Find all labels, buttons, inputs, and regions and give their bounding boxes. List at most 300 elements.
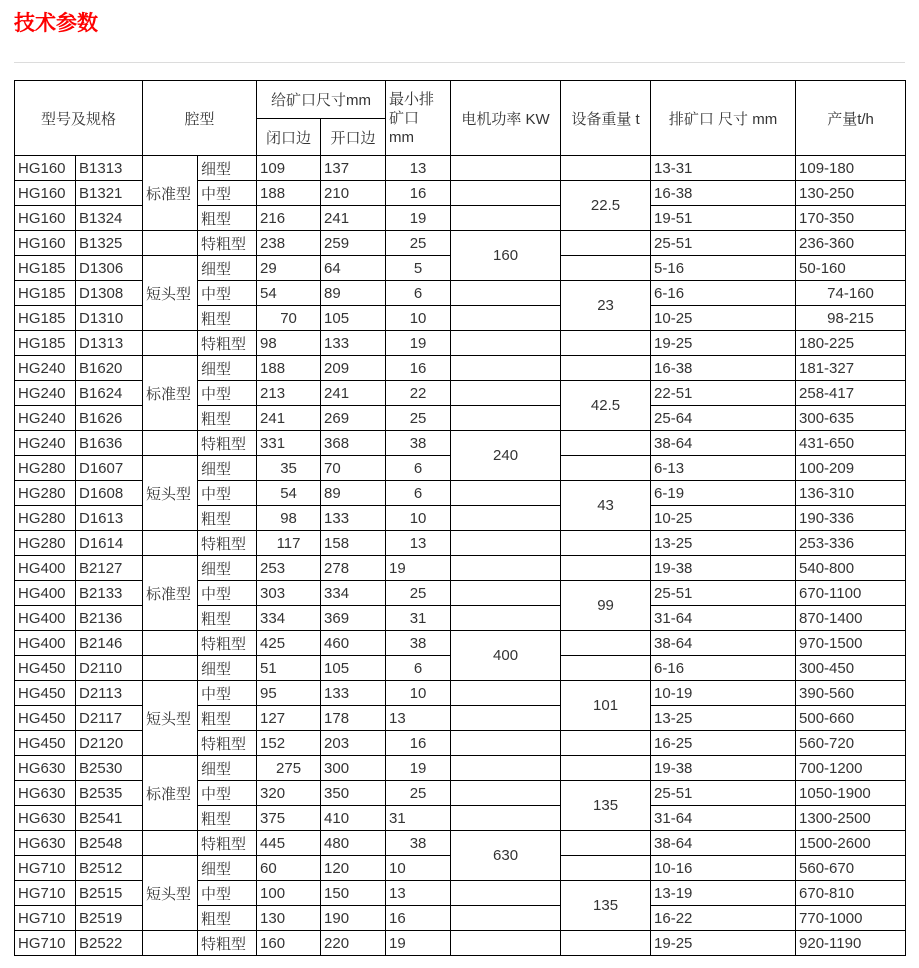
motor-power-cell <box>451 331 561 356</box>
weight-cell <box>561 256 651 281</box>
capacity-cell: 130-250 <box>796 181 906 206</box>
crush-type-cell: 特粗型 <box>198 631 257 656</box>
min-discharge-cell: 19 <box>386 931 451 956</box>
model-cell: HG450 <box>15 656 76 681</box>
model-cell: HG280 <box>15 456 76 481</box>
open-side-cell: 89 <box>321 481 386 506</box>
discharge-range-cell: 13-25 <box>651 531 796 556</box>
table-row <box>15 156 906 181</box>
motor-power-cell <box>451 781 561 806</box>
motor-power-cell <box>451 281 561 306</box>
min-discharge-cell: 25 <box>386 406 451 431</box>
min-discharge-cell: 10 <box>386 681 451 706</box>
discharge-range-cell: 38-64 <box>651 631 796 656</box>
open-side-cell: 203 <box>321 731 386 756</box>
model-cell: HG630 <box>15 806 76 831</box>
model-cell: HG160 <box>15 206 76 231</box>
model-cell: HG630 <box>15 831 76 856</box>
table-row <box>15 231 906 256</box>
motor-power-cell <box>451 356 561 381</box>
header-min-discharge: 最小排矿口 mm <box>386 81 451 156</box>
closed-side-cell: 35 <box>257 456 321 481</box>
closed-side-cell: 334 <box>257 606 321 631</box>
closed-side-cell: 188 <box>257 356 321 381</box>
code-cell: B1636 <box>76 431 143 456</box>
model-cell: HG450 <box>15 681 76 706</box>
closed-side-cell: 54 <box>257 481 321 506</box>
closed-side-cell: 375 <box>257 806 321 831</box>
weight-cell: 99 <box>561 581 651 631</box>
open-side-cell: 89 <box>321 281 386 306</box>
closed-side-cell: 253 <box>257 556 321 581</box>
code-cell: B2512 <box>76 856 143 881</box>
motor-power-cell <box>451 706 561 731</box>
code-cell: D1313 <box>76 331 143 356</box>
closed-side-cell: 216 <box>257 206 321 231</box>
table-row <box>15 681 906 706</box>
discharge-range-cell: 16-38 <box>651 356 796 381</box>
code-cell: B1321 <box>76 181 143 206</box>
closed-side-cell: 213 <box>257 381 321 406</box>
open-side-cell: 300 <box>321 756 386 781</box>
discharge-range-cell: 6-19 <box>651 481 796 506</box>
weight-cell <box>561 156 651 181</box>
motor-power-cell <box>451 481 561 506</box>
cavity-type-cell <box>143 631 198 656</box>
cavity-type-cell <box>143 831 198 856</box>
open-side-cell: 209 <box>321 356 386 381</box>
crush-type-cell: 特粗型 <box>198 331 257 356</box>
motor-power-cell <box>451 556 561 581</box>
cavity-type-cell: 标准型 <box>143 356 198 431</box>
open-side-cell: 133 <box>321 681 386 706</box>
table-row <box>15 631 906 656</box>
weight-cell: 43 <box>561 481 651 531</box>
model-cell: HG185 <box>15 256 76 281</box>
capacity-cell: 100-209 <box>796 456 906 481</box>
crush-type-cell: 粗型 <box>198 206 257 231</box>
model-cell: HG400 <box>15 631 76 656</box>
discharge-range-cell: 25-64 <box>651 406 796 431</box>
code-cell: D1608 <box>76 481 143 506</box>
code-cell: D1607 <box>76 456 143 481</box>
min-discharge-cell: 38 <box>386 431 451 456</box>
cavity-type-cell: 标准型 <box>143 756 198 831</box>
crush-type-cell: 细型 <box>198 456 257 481</box>
header-cavity: 腔型 <box>143 81 257 156</box>
min-discharge-cell: 10 <box>386 506 451 531</box>
model-cell: HG280 <box>15 481 76 506</box>
cavity-type-cell <box>143 931 198 956</box>
min-discharge-cell: 10 <box>386 306 451 331</box>
motor-power-cell <box>451 406 561 431</box>
model-cell: HG400 <box>15 556 76 581</box>
capacity-cell: 560-670 <box>796 856 906 881</box>
capacity-cell: 190-336 <box>796 506 906 531</box>
weight-cell <box>561 756 651 781</box>
min-discharge-cell: 6 <box>386 456 451 481</box>
code-cell: B2535 <box>76 781 143 806</box>
discharge-range-cell: 25-51 <box>651 581 796 606</box>
capacity-cell: 98-215 <box>796 306 906 331</box>
capacity-cell: 390-560 <box>796 681 906 706</box>
min-discharge-cell: 19 <box>386 331 451 356</box>
closed-side-cell: 117 <box>257 531 321 556</box>
min-discharge-cell: 6 <box>386 281 451 306</box>
closed-side-cell: 445 <box>257 831 321 856</box>
open-side-cell: 241 <box>321 206 386 231</box>
min-discharge-cell: 25 <box>386 581 451 606</box>
code-cell: D2110 <box>76 656 143 681</box>
model-cell: HG185 <box>15 306 76 331</box>
capacity-cell: 770-1000 <box>796 906 906 931</box>
capacity-cell: 236-360 <box>796 231 906 256</box>
min-discharge-cell: 19 <box>386 556 451 581</box>
capacity-cell: 170-350 <box>796 206 906 231</box>
header-closed-side: 闭口边 <box>257 119 321 156</box>
closed-side-cell: 152 <box>257 731 321 756</box>
weight-cell <box>561 431 651 456</box>
min-discharge-cell: 19 <box>386 206 451 231</box>
table-row <box>15 931 906 956</box>
open-side-cell: 259 <box>321 231 386 256</box>
motor-power-cell <box>451 756 561 781</box>
code-cell: B1324 <box>76 206 143 231</box>
capacity-cell: 560-720 <box>796 731 906 756</box>
discharge-range-cell: 31-64 <box>651 806 796 831</box>
table-row <box>15 356 906 381</box>
motor-power-cell: 630 <box>451 831 561 881</box>
capacity-cell: 540-800 <box>796 556 906 581</box>
min-discharge-cell: 13 <box>386 706 451 731</box>
closed-side-cell: 275 <box>257 756 321 781</box>
discharge-range-cell: 6-16 <box>651 281 796 306</box>
code-cell: B2146 <box>76 631 143 656</box>
crush-type-cell: 特粗型 <box>198 831 257 856</box>
discharge-range-cell: 16-38 <box>651 181 796 206</box>
capacity-cell: 500-660 <box>796 706 906 731</box>
model-cell: HG185 <box>15 331 76 356</box>
discharge-range-cell: 25-51 <box>651 231 796 256</box>
open-side-cell: 158 <box>321 531 386 556</box>
closed-side-cell: 320 <box>257 781 321 806</box>
capacity-cell: 181-327 <box>796 356 906 381</box>
crush-type-cell: 细型 <box>198 756 257 781</box>
min-discharge-cell: 22 <box>386 381 451 406</box>
weight-cell <box>561 731 651 756</box>
open-side-cell: 70 <box>321 456 386 481</box>
discharge-range-cell: 31-64 <box>651 606 796 631</box>
model-cell: HG280 <box>15 506 76 531</box>
code-cell: B1626 <box>76 406 143 431</box>
model-cell: HG240 <box>15 431 76 456</box>
motor-power-cell <box>451 506 561 531</box>
open-side-cell: 350 <box>321 781 386 806</box>
page-title: 技术参数 <box>14 12 98 35</box>
closed-side-cell: 70 <box>257 306 321 331</box>
code-cell: B1313 <box>76 156 143 181</box>
model-cell: HG240 <box>15 406 76 431</box>
motor-power-cell <box>451 206 561 231</box>
cavity-type-cell: 短头型 <box>143 256 198 331</box>
open-side-cell: 150 <box>321 881 386 906</box>
spec-table <box>14 80 906 956</box>
motor-power-cell: 240 <box>451 431 561 481</box>
open-side-cell: 220 <box>321 931 386 956</box>
motor-power-cell <box>451 306 561 331</box>
crush-type-cell: 粗型 <box>198 406 257 431</box>
code-cell: B2541 <box>76 806 143 831</box>
spec-table-body <box>15 156 906 956</box>
model-cell: HG185 <box>15 281 76 306</box>
code-cell: D2117 <box>76 706 143 731</box>
model-cell: HG710 <box>15 906 76 931</box>
open-side-cell: 334 <box>321 581 386 606</box>
crush-type-cell: 细型 <box>198 356 257 381</box>
open-side-cell: 64 <box>321 256 386 281</box>
motor-power-cell: 160 <box>451 231 561 281</box>
crush-type-cell: 特粗型 <box>198 931 257 956</box>
code-cell: B2127 <box>76 556 143 581</box>
crush-type-cell: 特粗型 <box>198 231 257 256</box>
crush-type-cell: 粗型 <box>198 506 257 531</box>
discharge-range-cell: 19-38 <box>651 556 796 581</box>
header-capacity: 产量t/h <box>796 81 906 156</box>
code-cell: B2515 <box>76 881 143 906</box>
table-row <box>15 331 906 356</box>
model-cell: HG450 <box>15 706 76 731</box>
motor-power-cell <box>451 581 561 606</box>
table-row <box>15 556 906 581</box>
closed-side-cell: 160 <box>257 931 321 956</box>
open-side-cell: 105 <box>321 656 386 681</box>
motor-power-cell <box>451 931 561 956</box>
discharge-range-cell: 19-25 <box>651 331 796 356</box>
motor-power-cell <box>451 606 561 631</box>
motor-power-cell <box>451 881 561 906</box>
cavity-type-cell: 短头型 <box>143 856 198 931</box>
code-cell: D2113 <box>76 681 143 706</box>
weight-cell: 135 <box>561 781 651 831</box>
open-side-cell: 190 <box>321 906 386 931</box>
discharge-range-cell: 10-25 <box>651 306 796 331</box>
code-cell: D1306 <box>76 256 143 281</box>
capacity-cell: 970-1500 <box>796 631 906 656</box>
crush-type-cell: 中型 <box>198 781 257 806</box>
capacity-cell: 253-336 <box>796 531 906 556</box>
header-motor-power: 电机功率 KW <box>451 81 561 156</box>
open-side-cell: 210 <box>321 181 386 206</box>
crush-type-cell: 特粗型 <box>198 731 257 756</box>
capacity-cell: 258-417 <box>796 381 906 406</box>
cavity-type-cell: 标准型 <box>143 556 198 631</box>
crush-type-cell: 细型 <box>198 656 257 681</box>
open-side-cell: 369 <box>321 606 386 631</box>
weight-cell: 22.5 <box>561 181 651 231</box>
open-side-cell: 368 <box>321 431 386 456</box>
discharge-range-cell: 10-16 <box>651 856 796 881</box>
weight-cell <box>561 231 651 256</box>
open-side-cell: 278 <box>321 556 386 581</box>
closed-side-cell: 130 <box>257 906 321 931</box>
weight-cell <box>561 631 651 656</box>
weight-cell: 135 <box>561 881 651 931</box>
crush-type-cell: 特粗型 <box>198 531 257 556</box>
min-discharge-cell: 25 <box>386 231 451 256</box>
capacity-cell: 670-1100 <box>796 581 906 606</box>
closed-side-cell: 188 <box>257 181 321 206</box>
min-discharge-cell: 25 <box>386 781 451 806</box>
header-feed-opening: 给矿口尺寸mm <box>257 81 386 119</box>
capacity-cell: 920-1190 <box>796 931 906 956</box>
crush-type-cell: 中型 <box>198 681 257 706</box>
min-discharge-cell: 10 <box>386 856 451 881</box>
crush-type-cell: 细型 <box>198 256 257 281</box>
model-cell: HG710 <box>15 931 76 956</box>
code-cell: B2522 <box>76 931 143 956</box>
min-discharge-cell: 16 <box>386 731 451 756</box>
model-cell: HG160 <box>15 231 76 256</box>
discharge-range-cell: 19-38 <box>651 756 796 781</box>
code-cell: B1325 <box>76 231 143 256</box>
discharge-range-cell: 5-16 <box>651 256 796 281</box>
min-discharge-cell: 13 <box>386 531 451 556</box>
discharge-range-cell: 38-64 <box>651 831 796 856</box>
closed-side-cell: 238 <box>257 231 321 256</box>
crush-type-cell: 细型 <box>198 556 257 581</box>
model-cell: HG710 <box>15 856 76 881</box>
min-discharge-cell: 31 <box>386 806 451 831</box>
crush-type-cell: 粗型 <box>198 906 257 931</box>
min-discharge-cell: 6 <box>386 656 451 681</box>
min-discharge-cell: 13 <box>386 156 451 181</box>
code-cell: B2519 <box>76 906 143 931</box>
open-side-cell: 133 <box>321 331 386 356</box>
motor-power-cell <box>451 806 561 831</box>
spec-table-header <box>15 81 906 156</box>
capacity-cell: 1050-1900 <box>796 781 906 806</box>
code-cell: B2136 <box>76 606 143 631</box>
model-cell: HG450 <box>15 731 76 756</box>
closed-side-cell: 109 <box>257 156 321 181</box>
discharge-range-cell: 19-51 <box>651 206 796 231</box>
section-divider <box>14 62 905 63</box>
min-discharge-cell: 38 <box>386 631 451 656</box>
capacity-cell: 670-810 <box>796 881 906 906</box>
open-side-cell: 105 <box>321 306 386 331</box>
weight-cell <box>561 556 651 581</box>
model-cell: HG630 <box>15 756 76 781</box>
discharge-range-cell: 10-19 <box>651 681 796 706</box>
header-discharge-size: 排矿口 尺寸 mm <box>651 81 796 156</box>
model-cell: HG160 <box>15 181 76 206</box>
min-discharge-cell: 13 <box>386 881 451 906</box>
capacity-cell: 74-160 <box>796 281 906 306</box>
capacity-cell: 300-635 <box>796 406 906 431</box>
model-cell: HG710 <box>15 881 76 906</box>
motor-power-cell: 400 <box>451 631 561 681</box>
crush-type-cell: 特粗型 <box>198 431 257 456</box>
crush-type-cell: 细型 <box>198 156 257 181</box>
weight-cell: 23 <box>561 281 651 331</box>
motor-power-cell <box>451 156 561 181</box>
weight-cell <box>561 831 651 856</box>
discharge-range-cell: 22-51 <box>651 381 796 406</box>
code-cell: D2120 <box>76 731 143 756</box>
min-discharge-cell: 31 <box>386 606 451 631</box>
closed-side-cell: 127 <box>257 706 321 731</box>
code-cell: D1310 <box>76 306 143 331</box>
min-discharge-cell: 16 <box>386 181 451 206</box>
code-cell: B2133 <box>76 581 143 606</box>
closed-side-cell: 29 <box>257 256 321 281</box>
crush-type-cell: 中型 <box>198 181 257 206</box>
crush-type-cell: 中型 <box>198 381 257 406</box>
header-model-spec: 型号及规格 <box>15 81 143 156</box>
code-cell: B1624 <box>76 381 143 406</box>
weight-cell <box>561 356 651 381</box>
discharge-range-cell: 13-31 <box>651 156 796 181</box>
model-cell: HG240 <box>15 356 76 381</box>
open-side-cell: 480 <box>321 831 386 856</box>
crush-type-cell: 粗型 <box>198 806 257 831</box>
cavity-type-cell <box>143 231 198 256</box>
discharge-range-cell: 19-25 <box>651 931 796 956</box>
capacity-cell: 700-1200 <box>796 756 906 781</box>
open-side-cell: 410 <box>321 806 386 831</box>
discharge-range-cell: 38-64 <box>651 431 796 456</box>
capacity-cell: 180-225 <box>796 331 906 356</box>
capacity-cell: 431-650 <box>796 431 906 456</box>
closed-side-cell: 54 <box>257 281 321 306</box>
table-row <box>15 531 906 556</box>
table-row <box>15 756 906 781</box>
weight-cell: 42.5 <box>561 381 651 431</box>
table-row <box>15 431 906 456</box>
discharge-range-cell: 16-22 <box>651 906 796 931</box>
open-side-cell: 120 <box>321 856 386 881</box>
motor-power-cell <box>451 381 561 406</box>
open-side-cell: 133 <box>321 506 386 531</box>
discharge-range-cell: 13-19 <box>651 881 796 906</box>
code-cell: D1308 <box>76 281 143 306</box>
crush-type-cell: 粗型 <box>198 306 257 331</box>
capacity-cell: 300-450 <box>796 656 906 681</box>
capacity-cell: 109-180 <box>796 156 906 181</box>
capacity-cell: 50-160 <box>796 256 906 281</box>
header-open-side: 开口边 <box>321 119 386 156</box>
open-side-cell: 269 <box>321 406 386 431</box>
code-cell: D1614 <box>76 531 143 556</box>
discharge-range-cell: 25-51 <box>651 781 796 806</box>
cavity-type-cell <box>143 656 198 681</box>
discharge-range-cell: 6-16 <box>651 656 796 681</box>
crush-type-cell: 中型 <box>198 481 257 506</box>
weight-cell <box>561 531 651 556</box>
min-discharge-cell: 6 <box>386 481 451 506</box>
crush-type-cell: 中型 <box>198 581 257 606</box>
closed-side-cell: 425 <box>257 631 321 656</box>
code-cell: B1620 <box>76 356 143 381</box>
motor-power-cell <box>451 181 561 206</box>
closed-side-cell: 98 <box>257 506 321 531</box>
model-cell: HG400 <box>15 606 76 631</box>
model-cell: HG160 <box>15 156 76 181</box>
closed-side-cell: 303 <box>257 581 321 606</box>
min-discharge-cell: 16 <box>386 906 451 931</box>
motor-power-cell <box>451 906 561 931</box>
min-discharge-cell: 38 <box>386 831 451 856</box>
